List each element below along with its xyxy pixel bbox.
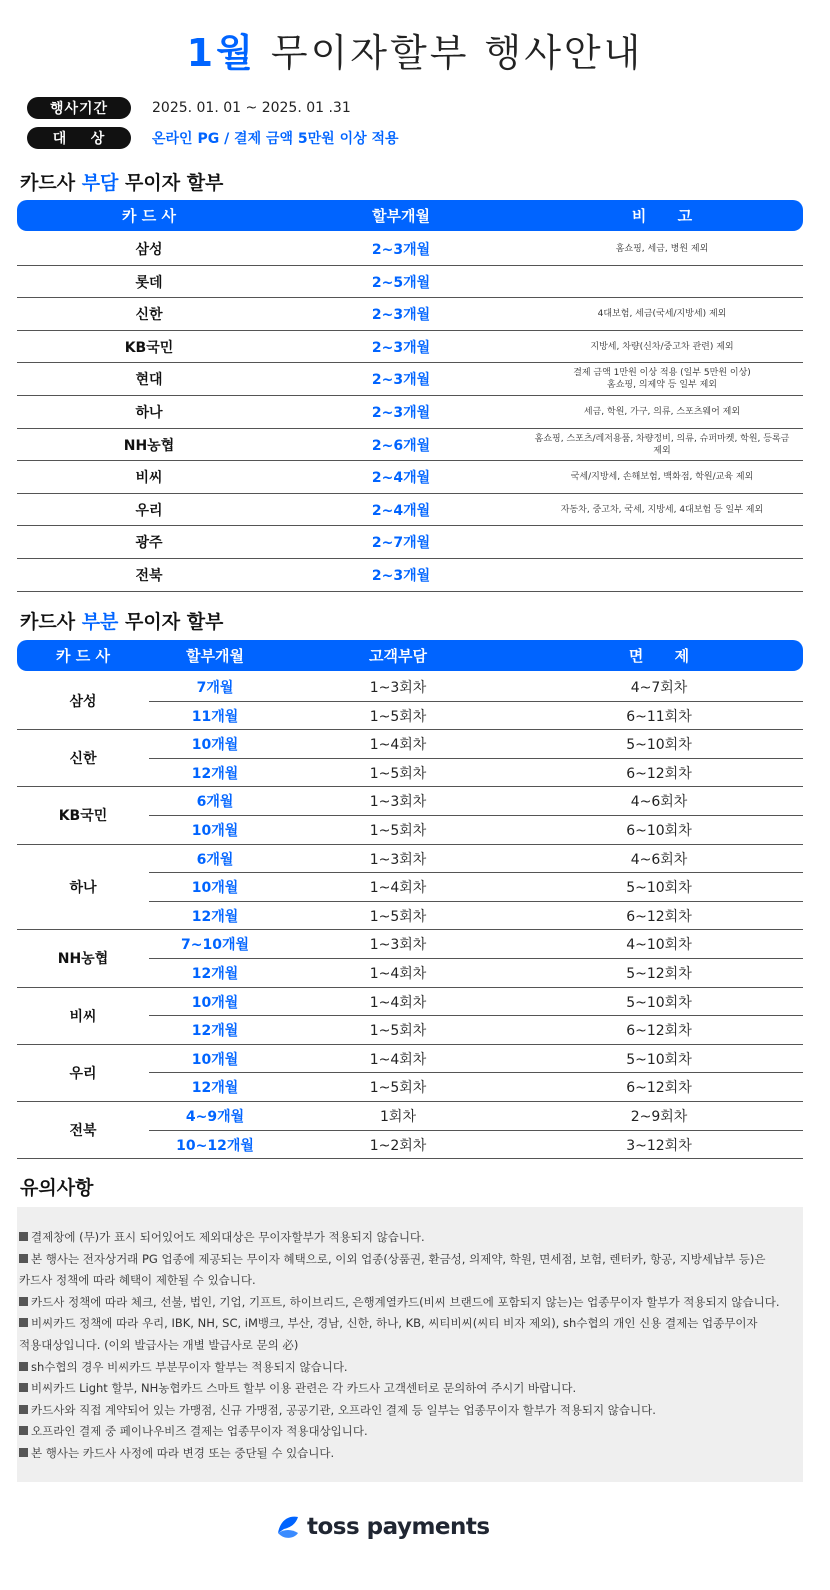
installment-months: 10개월 (191, 737, 239, 754)
notice-item (19, 1249, 803, 1271)
note-text: 홈쇼핑, 세금, 병원 제외 (615, 244, 709, 254)
table-row (17, 429, 803, 462)
installment-months: 2~3개월 (371, 568, 431, 584)
header-customer: 고객부담 (369, 647, 427, 665)
exempt-range: 6~11회차 (626, 708, 692, 725)
notes-box (17, 1207, 803, 1482)
installment-months: 11개월 (191, 708, 239, 725)
note-text: 결제 금액 1만원 이상 적용 (일부 5만원 이상) 홈쇼핑, 의제약 등 일부 제외 (573, 368, 751, 391)
card-name: 비씨 (135, 470, 163, 487)
installment-months: 7개월 (196, 680, 234, 696)
exempt-range: 5~10회차 (626, 880, 692, 897)
installment-months: 2~6개월 (371, 437, 431, 454)
card-group (17, 930, 803, 987)
table-row (149, 1073, 803, 1102)
customer-burden: 1~4회차 (369, 965, 427, 982)
table-row (149, 1016, 803, 1045)
card-group (17, 730, 803, 787)
card-name: NH농협 (123, 437, 175, 454)
notice-text: 오프라인 결제 중 페이나우비즈 결제는 업종무이자 적용대상입니다. (31, 1424, 368, 1439)
table-row (149, 902, 803, 931)
section1-title-highlight: 부담 (81, 172, 119, 194)
notice-text: 카드사 정책에 따라 체크, 선불, 법인, 기업, 기프트, 하이브리드, 은행계열카드(비씨 브랜드에 포함되지 않는)는 업종무이자 할부가 적용되지 않습니다. (31, 1294, 780, 1309)
notice-item (19, 1227, 803, 1249)
customer-burden: 1~3회차 (369, 851, 427, 868)
installment-months: 7~10개월 (180, 937, 249, 954)
table-row (17, 363, 803, 396)
note-text: 국세/지방세, 손해보험, 백화점, 학원/교육 제외 (570, 472, 754, 483)
section2-title-highlight: 부분 (81, 611, 119, 633)
table-row (149, 816, 803, 845)
square-bullet-icon (19, 1362, 28, 1371)
square-bullet-icon (19, 1254, 28, 1263)
installment-months: 2~3개월 (371, 372, 431, 389)
period-value: 2025. 01. 01 ~ 2025. 01 .31 (152, 100, 351, 116)
table-row (149, 845, 803, 874)
card-name: 하나 (69, 879, 97, 896)
exempt-range: 4~6회차 (630, 794, 688, 811)
exempt-range: 6~10회차 (626, 822, 692, 839)
table1-header (17, 200, 803, 231)
toss-logo-icon (274, 1513, 302, 1541)
table-row (149, 1045, 803, 1074)
customer-burden: 1~3회차 (369, 794, 427, 811)
note-text: 세금, 학원, 가구, 의류, 스포츠웨어 제외 (583, 407, 741, 417)
installment-months: 10개월 (191, 994, 239, 1011)
customer-burden: 1~5회차 (369, 1080, 427, 1097)
header-exempt: 면 제 (628, 647, 690, 665)
note-text: 지방세, 차량(신차/중고차 관련) 제외 (590, 341, 734, 352)
note-text (521, 559, 803, 591)
exempt-range: 6~12회차 (626, 1080, 692, 1097)
notice-text: 비씨카드 Light 할부, NH농협카드 스마트 할부 이용 관련은 각 카드사 고객센터로 문의하여 주시기 바랍니다. (31, 1381, 577, 1396)
exempt-range: 5~12회차 (626, 965, 692, 982)
installment-months: 4~9개월 (185, 1109, 245, 1125)
exempt-range: 4~10회차 (626, 937, 692, 954)
exempt-range: 6~12회차 (626, 908, 692, 925)
section1-title-pre: 카드사 (20, 172, 82, 194)
section1-title-post: 무이자 할부 (118, 172, 224, 194)
installment-months: 12개월 (191, 1080, 239, 1097)
table-row (17, 233, 803, 266)
square-bullet-icon (19, 1426, 28, 1435)
section2-title-pre: 카드사 (20, 611, 82, 633)
exempt-range: 4~6회차 (630, 851, 688, 868)
card-name: 광주 (135, 535, 163, 552)
customer-burden: 1~4회차 (369, 1051, 427, 1068)
table-row (149, 702, 803, 731)
notes-title: 유의사항 (20, 1177, 94, 1199)
card-name: 우리 (135, 502, 163, 519)
square-bullet-icon (19, 1405, 28, 1414)
installment-months: 10개월 (191, 880, 239, 897)
square-bullet-icon (19, 1383, 28, 1392)
table-row (149, 673, 803, 702)
notice-text: 결제창에 (무)가 표시 되어있어도 제외대상은 무이자할부가 적용되지 않습니다. (31, 1230, 425, 1244)
customer-burden: 1~5회차 (369, 708, 427, 725)
notice-item (19, 1378, 803, 1400)
table-row (149, 930, 803, 959)
notice-item (19, 1443, 803, 1465)
square-bullet-icon (19, 1318, 28, 1327)
card-name: 전북 (69, 1123, 97, 1140)
installment-months: 10~12개월 (176, 1137, 254, 1154)
exempt-range: 3~12회차 (626, 1137, 692, 1154)
period-label: 행사기간 (27, 97, 131, 119)
square-bullet-icon (19, 1232, 28, 1241)
header-note: 비 고 (631, 207, 693, 225)
note-text (521, 266, 803, 298)
section2-title-post: 무이자 할부 (118, 611, 224, 633)
installment-months: 10개월 (191, 822, 239, 839)
customer-burden: 1~3회차 (369, 680, 427, 696)
customer-burden: 1~5회차 (369, 1023, 427, 1040)
target-value: 온라인 PG / 결제 금액 5만원 이상 적용 (152, 131, 399, 147)
card-name: 삼성 (69, 694, 97, 711)
table-row (17, 526, 803, 559)
target-row (27, 127, 399, 149)
customer-burden: 1~4회차 (369, 994, 427, 1011)
table2-header (17, 640, 803, 671)
customer-burden: 1~5회차 (369, 908, 427, 925)
title-text: 무이자할부 행사안내 (270, 31, 644, 75)
installment-months: 2~5개월 (371, 274, 431, 291)
card-name: 현대 (135, 372, 163, 389)
notice-item (19, 1335, 803, 1357)
header-months: 할부개월 (372, 207, 430, 225)
target-label: 대 상 (27, 127, 131, 149)
table-row (17, 559, 803, 592)
exempt-range: 6~12회차 (626, 765, 692, 782)
card-name: 롯데 (135, 274, 163, 291)
note-text: 자동차, 중고차, 국세, 지방세, 4대보험 등 일부 제외 (560, 504, 764, 515)
table-row (149, 759, 803, 788)
notice-text: 적용대상입니다. (이외 발급사는 개별 발급사로 문의 必) (19, 1337, 299, 1352)
exempt-range: 5~10회차 (626, 994, 692, 1011)
table-row (17, 331, 803, 364)
notice-item (19, 1421, 803, 1443)
installment-months: 2~3개월 (371, 242, 431, 258)
exempt-range: 4~7회차 (630, 680, 688, 696)
exempt-range: 2~9회차 (630, 1109, 688, 1125)
card-name: 비씨 (69, 1008, 97, 1025)
notice-text: sh수협의 경우 비씨카드 부분무이자 할부는 적용되지 않습니다. (31, 1359, 348, 1374)
table-row (17, 298, 803, 331)
table-row (149, 1102, 803, 1131)
notice-item (19, 1292, 803, 1314)
customer-burden: 1회차 (380, 1109, 416, 1125)
notice-text: 본 행사는 카드사 사정에 따라 변경 또는 중단될 수 있습니다. (31, 1445, 335, 1460)
table-row (149, 787, 803, 816)
installment-months: 12개월 (191, 965, 239, 982)
installment-months: 2~3개월 (371, 405, 431, 421)
card-group (17, 673, 803, 730)
installment-months: 12개월 (191, 908, 239, 925)
table-row (17, 494, 803, 527)
table-row (17, 461, 803, 494)
customer-burden: 1~2회차 (369, 1137, 427, 1154)
note-text (521, 526, 803, 558)
installment-months: 2~3개월 (371, 307, 431, 324)
table-row (149, 1131, 803, 1160)
card-name: KB국민 (58, 808, 108, 825)
customer-burden: 1~5회차 (369, 765, 427, 782)
card-name: 하나 (135, 405, 163, 421)
square-bullet-icon (19, 1448, 28, 1457)
note-text: 4대보험, 세금(국세/지방세) 제외 (597, 309, 727, 320)
installment-months: 2~3개월 (371, 339, 431, 356)
customer-burden: 1~3회차 (369, 937, 427, 954)
card-name: 전북 (135, 568, 163, 584)
installment-months: 2~4개월 (371, 470, 431, 487)
exempt-range: 5~10회차 (626, 737, 692, 754)
notice-text: 본 행사는 전자상거래 PG 업종에 제공되는 무이자 혜택으로, 이외 업종(상품권, 환금성, 의제약, 학원, 면세점, 보험, 렌터카, 항공, 지방세납부 등)은 (31, 1251, 766, 1266)
installment-months: 6개월 (196, 851, 234, 868)
section1-title (20, 168, 223, 195)
card-name: KB국민 (124, 339, 174, 356)
installment-months: 12개월 (191, 1023, 239, 1040)
card-name: 삼성 (135, 242, 163, 258)
notice-item (19, 1270, 803, 1292)
logo-text: toss payments (307, 1514, 490, 1540)
installment-months: 2~4개월 (371, 502, 431, 519)
customer-burden: 1~4회차 (369, 737, 427, 754)
section2-title (20, 607, 223, 634)
card-name: 신한 (135, 307, 163, 324)
exempt-range: 6~12회차 (626, 1023, 692, 1040)
notice-text: 카드사 정책에 따라 혜택이 제한될 수 있습니다. (19, 1273, 256, 1288)
square-bullet-icon (19, 1297, 28, 1306)
header-months: 할부개월 (186, 647, 244, 665)
table-row (149, 988, 803, 1017)
table-row (149, 730, 803, 759)
card-group (17, 1102, 803, 1159)
table-row (17, 266, 803, 299)
note-text: 홈쇼핑, 스포츠/레저용품, 차량정비, 의류, 슈퍼마켓, 학원, 등록금 제외 (534, 433, 790, 456)
table-row (149, 959, 803, 988)
card-group (17, 1045, 803, 1102)
notice-text: 카드사와 직접 계약되어 있는 가맹점, 신규 가맹점, 공공기관, 오프라인 결제 등 일부는 업종무이자 할부가 적용되지 않습니다. (31, 1402, 656, 1417)
card-group (17, 988, 803, 1045)
installment-months: 2~7개월 (371, 535, 431, 552)
card-name: 우리 (69, 1065, 97, 1082)
exempt-range: 5~10회차 (626, 1051, 692, 1068)
table-row (17, 396, 803, 429)
card-name: NH농협 (57, 951, 109, 968)
card-group (17, 787, 803, 844)
customer-burden: 1~5회차 (369, 822, 427, 839)
notice-item (19, 1313, 803, 1335)
header-card: 카 드 사 (122, 207, 176, 225)
page-title (0, 22, 830, 77)
notice-text: 비씨카드 정책에 따라 우리, IBK, NH, SC, iM뱅크, 부산, 경남, 신한, 하나, KB, 씨티비씨(씨티 비자 제외), sh수협의 개인 신용 결제는 업종무이자 (31, 1316, 758, 1331)
header-card: 카 드 사 (56, 647, 110, 665)
card-name: 신한 (69, 751, 97, 768)
installment-months: 6개월 (196, 794, 234, 811)
table-row (149, 873, 803, 902)
notice-item (19, 1400, 803, 1422)
toss-payments-logo (274, 1512, 490, 1542)
card-group (17, 845, 803, 931)
title-month: 1월 (186, 31, 256, 75)
installment-months: 10개월 (191, 1051, 239, 1068)
installment-months: 12개월 (191, 765, 239, 782)
period-row (27, 97, 351, 119)
notice-item (19, 1357, 803, 1379)
customer-burden: 1~4회차 (369, 880, 427, 897)
